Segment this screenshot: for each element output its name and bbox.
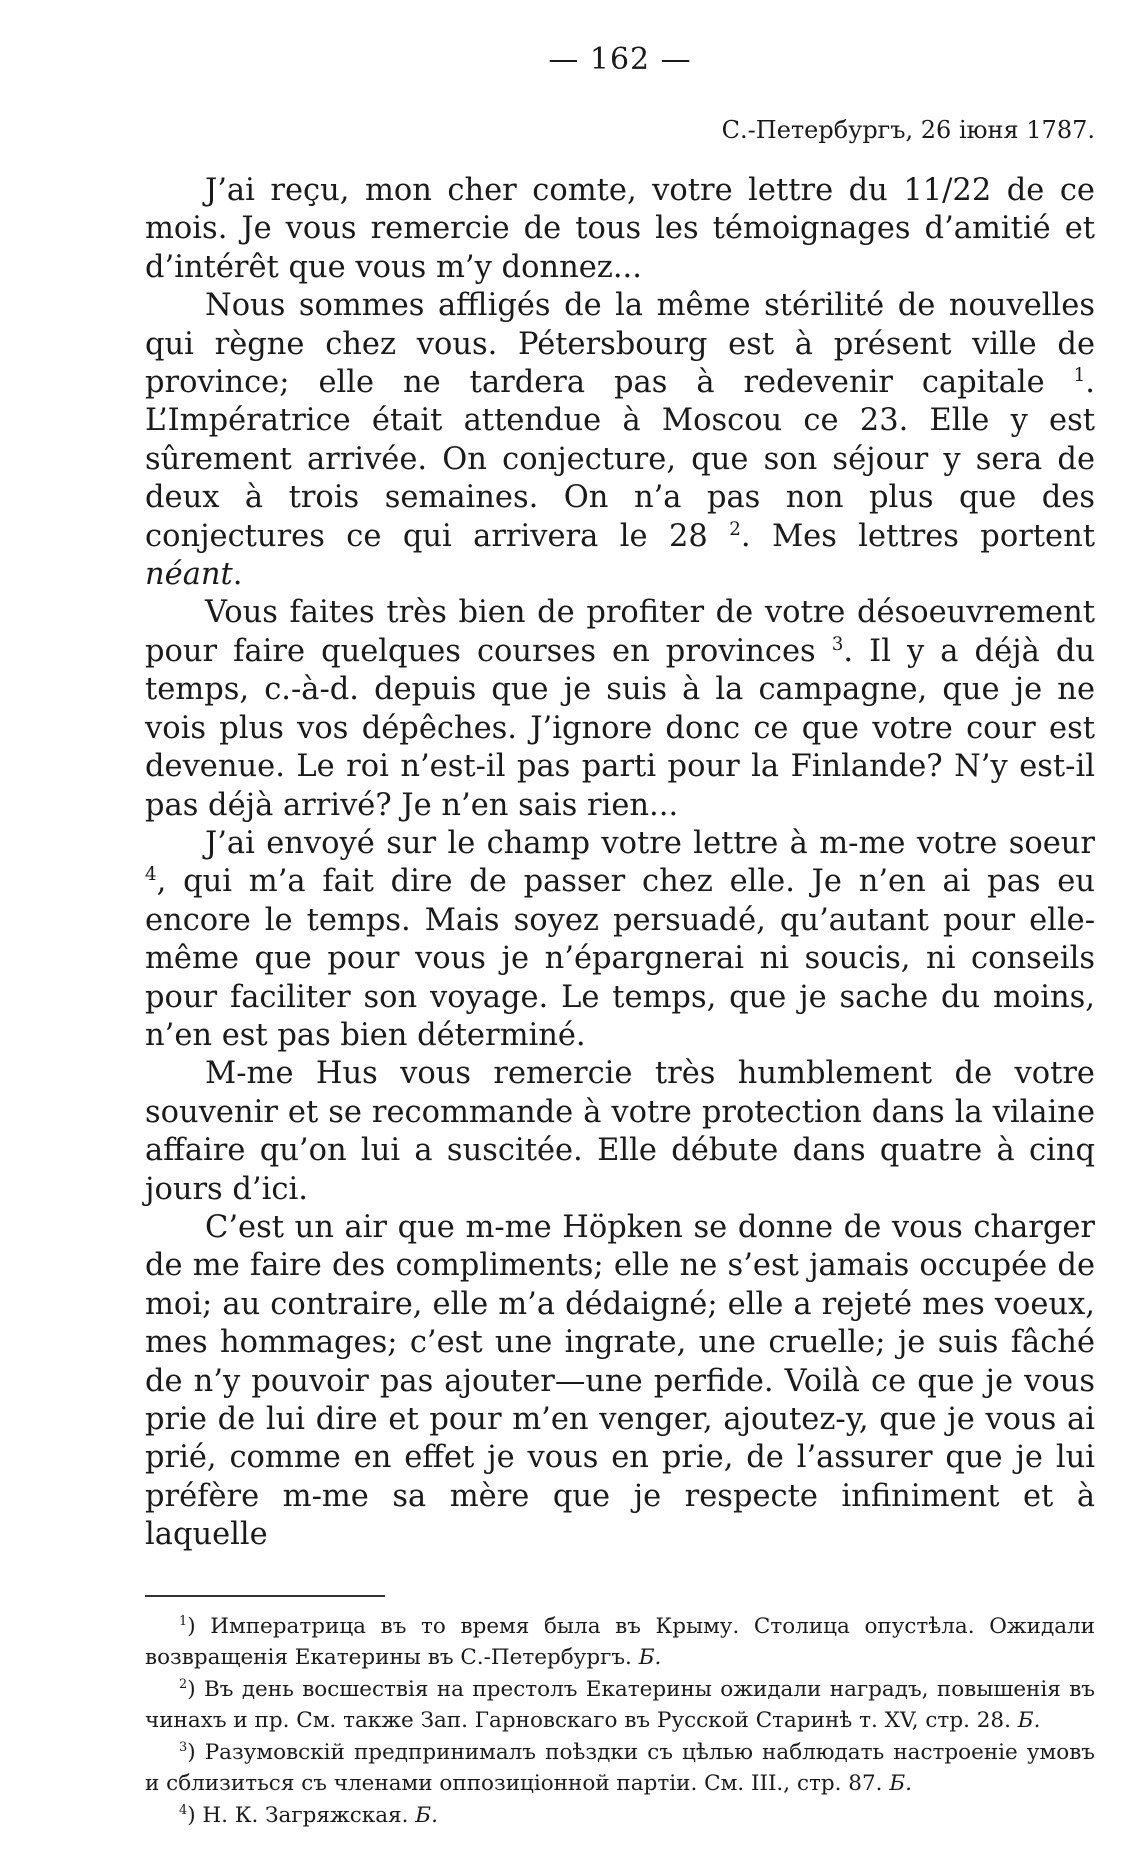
letter-dateline: С.-Петербургъ, 26 іюня 1787. <box>721 116 1095 144</box>
footnote-3 <box>145 1737 1095 1800</box>
footnotes <box>145 1611 1095 1832</box>
paragraph-1-text: J’ai reçu, mon cher comte, votre lettre du 11/22 de ce mois. Je vous remercie de tous les témoignages d’amitié et d’intérêt que vous m’y donnez... <box>145 173 1095 285</box>
footnote-4 <box>145 1800 1095 1832</box>
footnote-1-signature: Б. <box>638 1645 662 1671</box>
document-page <box>145 40 1095 1831</box>
paragraph-4-text-a: J’ai envoyé sur le champ votre lettre à m-me votre soeur <box>205 825 1095 861</box>
paragraph-5 <box>145 1055 1095 1209</box>
footnote-4-signature: Б. <box>415 1802 438 1828</box>
footnote-ref-3: 3 <box>831 633 844 655</box>
footnote-ref-1: 1 <box>1073 364 1086 386</box>
footnote-3-text: ) Разумовскій предпринималъ поѣздки съ цѣлью наблюдать настроеніе умовъ и сблизиться съ членами оппозиціонной партіи. См. III., стр. 87. <box>145 1739 1095 1797</box>
paragraph-4 <box>145 825 1095 1055</box>
footnote-1-text: ) Императрица въ то время была въ Крыму. Столица опустѣла. Ожидали возвращенія Екатерины въ С.-Петербургъ. <box>145 1613 1095 1671</box>
footnote-2 <box>145 1674 1095 1737</box>
paragraph-2-text-d: . <box>232 557 243 593</box>
paragraph-1 <box>145 172 1095 287</box>
footnote-4-text: ) Н. К. Загряжская. <box>187 1802 409 1828</box>
paragraph-4-text-b: , qui m’a fait dire de passer chez elle. Je n’en ai pas eu encore le temps. Mais soyez persuadé, qu’autant pour elle-même que pour vous je n’épargnerai ni soucis, ni conseils pour faciliter son voyage. Le temps, que je sache du moins, n’en est pas bien déterminé. <box>145 864 1095 1053</box>
paragraph-2-text-c: . Mes lettres portent <box>740 518 1095 554</box>
footnote-ref-2: 2 <box>729 518 741 540</box>
paragraph-2-text-b: . L’Impératrice était attendue à Moscou ce 23. Elle y est sûrement arrivée. On conjecture, que son séjour y sera de deux à trois semaines. On n’a pas non plus que des conjectures ce qui arrivera le 28 <box>145 365 1095 554</box>
footnote-2-signature: Б. <box>1017 1708 1041 1734</box>
page-number: — 162 — <box>548 42 692 77</box>
paragraph-3-text-b: . Il y a déjà du temps, c.-à-d. depuis que je suis à la campagne, que je ne vois plus vos dépêches. J’ignore donc ce que votre cour est devenue. Le roi n’est-il pas parti pour la Finlande? N’y est-il pas déjà arrivé? Je n’en sais rien... <box>145 633 1095 823</box>
footnote-1-mark: 1 <box>179 1613 188 1629</box>
paragraph-3 <box>145 594 1095 824</box>
footnote-3-signature: Б. <box>889 1771 912 1797</box>
paragraph-3-text-a: Vous faites très bien de profiter de votre désoeuvrement pour faire quelques courses en provinces <box>145 595 1095 669</box>
paragraph-6 <box>145 1209 1095 1555</box>
paragraph-6-text: C’est un air que m-me Höpken se donne de vous charger de me faire des compliments; elle ne s’est jamais occupée de moi; au contraire, elle m’a dédaigné; elle a rejeté mes voeux, mes hommages; c’est une ingrate, une cruelle; je suis fâché de n’y pouvoir pas ajouter—une perfide. Voilà ce que je vous prie de lui dire et pour m’en venger, ajoutez-y, que je vous ai prié, comme en effet je vous en prie, de l’assurer que je lui préfère m-me sa mère que je respecte infiniment et à laquelle <box>145 1209 1095 1553</box>
footnote-3-mark: 3 <box>179 1739 188 1755</box>
paragraph-2-text-a: Nous sommes affligés de la même stérilité de nouvelles qui règne chez vous. Pétersbourg est à présent ville de province; elle ne tardera pas à redevenir capitale <box>145 288 1095 401</box>
paragraph-2 <box>145 287 1095 594</box>
footnote-1 <box>145 1611 1095 1674</box>
footnote-2-text: ) Въ день восшествія на престолъ Екатерины ожидали наградъ, повышенія въ чинахъ и пр. См. также Зап. Гарновскаго въ Русской Старинѣ т. XV, стр. 28. <box>145 1676 1095 1734</box>
word-neant: néant <box>145 557 233 593</box>
footnote-ref-4: 4 <box>145 864 157 886</box>
letter-body <box>145 172 1095 1555</box>
paragraph-5-text: M-me Hus vous remercie très humblement de votre souvenir et se recommande à votre protection dans la vilaine affaire qu’on lui a suscitée. Elle débute dans quatre à cinq jours d’ici. <box>145 1056 1095 1207</box>
footnote-4-mark: 4 <box>179 1802 188 1818</box>
footnote-divider <box>145 1595 385 1597</box>
footnote-2-mark: 2 <box>179 1676 188 1692</box>
